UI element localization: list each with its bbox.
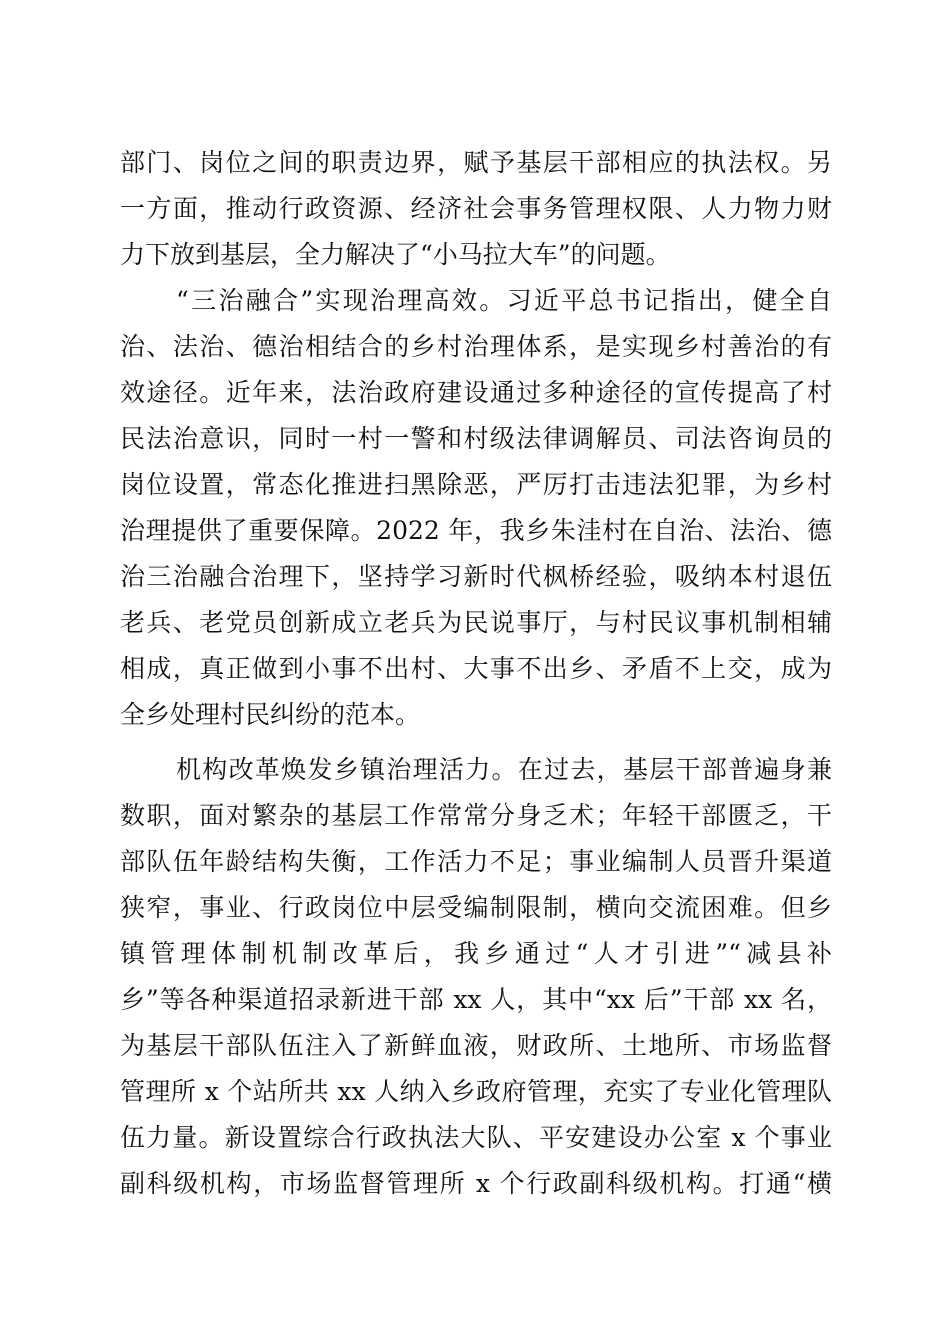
text-line: 效途径。近年来，法治政府建设通过多种途径的宣传提高了村 (120, 378, 832, 407)
text-line: 治理提供了重要保障。2022 年，我乡朱洼村在自治、法治、德 (120, 516, 832, 545)
text-line: 岗位设置，常态化推进扫黑除恶，严厉打击违法犯罪，为乡村 (120, 470, 832, 499)
text-line: 部队伍年龄结构失衡，工作活力不足；事业编制人员晋升渠道 (120, 847, 832, 876)
text-line: 乡”等各种渠道招录新进干部 xx 人，其中“xx 后”干部 xx 名， (120, 985, 832, 1014)
text-line: 部门、岗位之间的职责边界，赋予基层干部相应的执法权。另 (120, 148, 832, 177)
text-line: 镇管理体制机制改革后，我乡通过“人才引进”“减县补 (120, 939, 832, 968)
text-line: 一方面，推动行政资源、经济社会事务管理权限、人力物力财 (120, 194, 832, 223)
text-line: 管理所 x 个站所共 xx 人纳入乡政府管理，充实了专业化管理队 (120, 1077, 832, 1106)
text-line: 民法治意识，同时一村一警和村级法律调解员、司法咨询员的 (120, 424, 832, 453)
paragraph-3 (120, 747, 832, 1207)
text-line: 副科级机构，市场监督管理所 x 个行政副科级机构。打通“横 (120, 1169, 832, 1198)
paragraph-2 (120, 278, 832, 738)
text-line: 狭窄，事业、行政岗位中层受编制限制，横向交流困难。但乡 (120, 893, 832, 922)
paragraph-1 (120, 140, 832, 278)
text-line: 治、法治、德治相结合的乡村治理体系，是实现乡村善治的有 (120, 332, 832, 361)
text-line: 相成，真正做到小事不出村、大事不出乡、矛盾不上交，成为 (120, 654, 832, 683)
text-line: 数职，面对繁杂的基层工作常常分身乏术；年轻干部匮乏，干 (120, 801, 832, 830)
text-line: 全乡处理村民纠纷的范本。 (120, 700, 421, 729)
text-line: 机构改革焕发乡镇治理活力。在过去，基层干部普遍身兼 (176, 755, 832, 784)
text-line: 伍力量。新设置综合行政执法大队、平安建设办公室 x 个事业 (120, 1123, 832, 1152)
text-line: 老兵、老党员创新成立老兵为民说事厅，与村民议事机制相辅 (120, 608, 832, 637)
text-line: 为基层干部队伍注入了新鲜血液，财政所、土地所、市场监督 (120, 1031, 832, 1060)
text-line: “三治融合”实现治理高效。习近平总书记指出，健全自 (176, 286, 832, 315)
text-line: 力下放到基层，全力解决了“小马拉大车”的问题。 (120, 240, 671, 269)
document-page (120, 140, 832, 1207)
text-line: 治三治融合治理下，坚持学习新时代枫桥经验，吸纳本村退伍 (120, 562, 832, 591)
